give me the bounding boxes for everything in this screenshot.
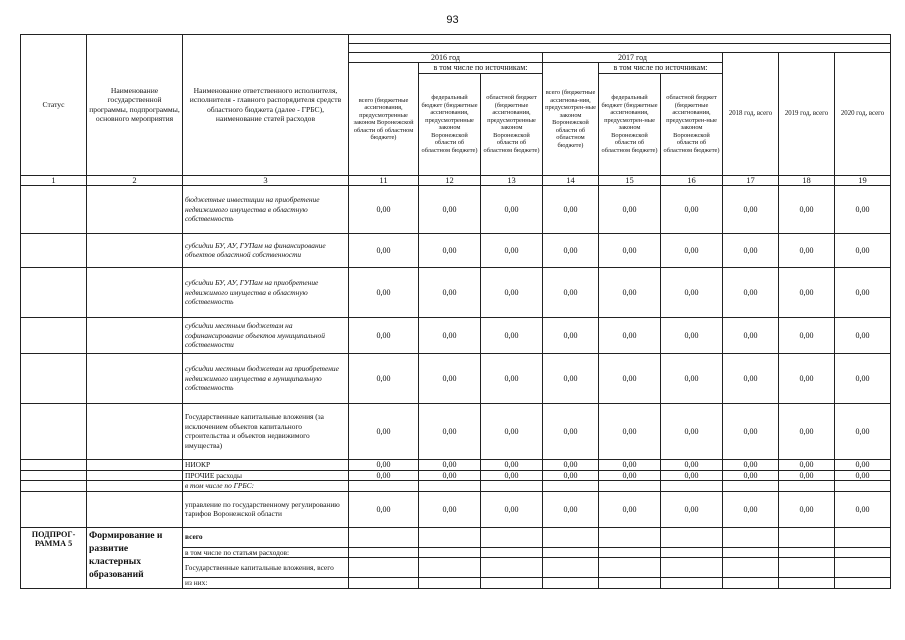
value-cell — [661, 547, 723, 558]
expense-item-name: управление по государственному регулированию тарифов Воронежской области — [183, 491, 349, 527]
value-cell — [543, 578, 599, 589]
value-cell — [543, 481, 599, 492]
program-cell — [87, 481, 183, 492]
value-cell — [779, 481, 835, 492]
value-cell: 0,00 — [599, 403, 661, 459]
subprogram-row — [21, 527, 891, 547]
value-cell: 0,00 — [349, 403, 419, 459]
value-cell: 0,00 — [419, 233, 481, 267]
value-cell — [723, 578, 779, 589]
value-cell: 0,00 — [599, 459, 661, 470]
table-row — [21, 491, 891, 527]
subprogram-status: ПОДПРОГ-РАММА 5 — [21, 527, 87, 588]
value-cell: 0,00 — [349, 317, 419, 353]
value-cell — [599, 527, 661, 547]
status-cell — [21, 267, 87, 317]
program-cell — [87, 185, 183, 233]
expense-item-name: Государственные капитальные вложения (за исключением объектов капитального строительства и объектов недвижимого имущества) — [183, 403, 349, 459]
subprogram-item-name: всего — [183, 527, 349, 547]
value-cell: 0,00 — [481, 267, 543, 317]
header-2016-federal: федеральный бюджет (бюджетные ассигнования, предусмотренные законом Воронежской области об областном бюджете) — [419, 73, 481, 175]
header-2018: 2018 год, всего — [723, 53, 779, 176]
value-cell: 0,00 — [481, 491, 543, 527]
table-row — [21, 233, 891, 267]
value-cell: 0,00 — [419, 353, 481, 403]
value-cell — [599, 547, 661, 558]
header-2017-federal: федеральный бюджет (бюджетные ассигнования, предусмотрен-ные законом Воронежской области об областном бюджете) — [599, 73, 661, 175]
status-cell — [21, 481, 87, 492]
value-cell: 0,00 — [349, 233, 419, 267]
column-number: 2 — [87, 175, 183, 185]
value-cell: 0,00 — [543, 403, 599, 459]
value-cell: 0,00 — [599, 470, 661, 481]
value-cell: 0,00 — [481, 317, 543, 353]
value-cell: 0,00 — [661, 459, 723, 470]
subprogram-item-name: Государственные капитальные вложения, всего — [183, 558, 349, 578]
value-cell: 0,00 — [723, 233, 779, 267]
value-cell — [723, 547, 779, 558]
value-cell: 0,00 — [419, 459, 481, 470]
status-cell — [21, 403, 87, 459]
table-row — [21, 267, 891, 317]
value-cell: 0,00 — [723, 459, 779, 470]
value-cell — [481, 527, 543, 547]
program-cell — [87, 353, 183, 403]
value-cell — [599, 578, 661, 589]
value-cell — [779, 558, 835, 578]
program-cell — [87, 233, 183, 267]
status-cell — [21, 491, 87, 527]
header-2016-total: всего (бюджетные ассигнования, предусмотренные законом Воронежской области об областном бюджете) — [349, 63, 419, 175]
table-row — [21, 459, 891, 470]
value-cell — [543, 558, 599, 578]
value-cell: 0,00 — [599, 317, 661, 353]
value-cell — [419, 558, 481, 578]
value-cell: 0,00 — [779, 403, 835, 459]
value-cell — [661, 481, 723, 492]
column-number: 16 — [661, 175, 723, 185]
value-cell: 0,00 — [835, 233, 891, 267]
value-cell — [481, 481, 543, 492]
value-cell: 0,00 — [661, 403, 723, 459]
value-cell: 0,00 — [779, 317, 835, 353]
value-cell: 0,00 — [419, 185, 481, 233]
budget-table — [20, 34, 891, 589]
value-cell: 0,00 — [419, 470, 481, 481]
column-number: 18 — [779, 175, 835, 185]
header-2019: 2019 год, всего — [779, 53, 835, 176]
value-cell: 0,00 — [543, 233, 599, 267]
value-cell — [835, 578, 891, 589]
value-cell — [835, 527, 891, 547]
value-cell: 0,00 — [419, 267, 481, 317]
value-cell — [835, 558, 891, 578]
value-cell: 0,00 — [349, 470, 419, 481]
value-cell — [723, 558, 779, 578]
value-cell — [419, 527, 481, 547]
value-cell: 0,00 — [779, 353, 835, 403]
header-executor: Наименование ответственного исполнителя, исполнителя - главного распорядителя средств областного бюджета (далее - ГРБС), наименование статей расходов — [183, 35, 349, 176]
header-spacer-top — [349, 35, 891, 44]
value-cell — [661, 527, 723, 547]
value-cell: 0,00 — [349, 267, 419, 317]
value-cell — [349, 527, 419, 547]
table-row — [21, 185, 891, 233]
value-cell: 0,00 — [723, 317, 779, 353]
value-cell — [723, 527, 779, 547]
header-2016-regional: областной бюджет (бюджетные ассигнования, предусмотренные законом Воронежской области об областном бюджете) — [481, 73, 543, 175]
value-cell: 0,00 — [349, 353, 419, 403]
value-cell — [599, 558, 661, 578]
header-2017-total: всего (бюджетные ассигнова-ния, предусмотрен-ные законом Воронежской области об областном бюджете) — [543, 63, 599, 175]
page-number: 93 — [446, 14, 459, 26]
value-cell — [723, 481, 779, 492]
value-cell: 0,00 — [661, 353, 723, 403]
value-cell: 0,00 — [349, 491, 419, 527]
expense-item-name: НИОКР — [183, 459, 349, 470]
value-cell: 0,00 — [599, 233, 661, 267]
value-cell — [481, 547, 543, 558]
value-cell: 0,00 — [723, 491, 779, 527]
header-year-2016: 2016 год — [349, 53, 543, 63]
column-number-row — [21, 175, 891, 185]
column-number: 13 — [481, 175, 543, 185]
value-cell — [349, 481, 419, 492]
value-cell — [349, 547, 419, 558]
value-cell: 0,00 — [481, 470, 543, 481]
column-number: 1 — [21, 175, 87, 185]
value-cell: 0,00 — [723, 403, 779, 459]
table-row — [21, 470, 891, 481]
header-status: Статус — [21, 35, 87, 176]
program-cell — [87, 491, 183, 527]
value-cell: 0,00 — [661, 267, 723, 317]
value-cell: 0,00 — [481, 459, 543, 470]
value-cell — [349, 578, 419, 589]
value-cell: 0,00 — [835, 353, 891, 403]
value-cell: 0,00 — [419, 317, 481, 353]
value-cell — [779, 578, 835, 589]
value-cell: 0,00 — [599, 491, 661, 527]
value-cell: 0,00 — [543, 470, 599, 481]
header-2020: 2020 год, всего — [835, 53, 891, 176]
column-number: 17 — [723, 175, 779, 185]
value-cell: 0,00 — [835, 491, 891, 527]
value-cell: 0,00 — [723, 185, 779, 233]
value-cell: 0,00 — [543, 459, 599, 470]
table-row — [21, 353, 891, 403]
value-cell: 0,00 — [419, 491, 481, 527]
value-cell: 0,00 — [661, 185, 723, 233]
program-cell — [87, 403, 183, 459]
value-cell: 0,00 — [835, 459, 891, 470]
value-cell: 0,00 — [543, 185, 599, 233]
value-cell — [543, 527, 599, 547]
value-cell: 0,00 — [835, 267, 891, 317]
value-cell: 0,00 — [779, 459, 835, 470]
value-cell: 0,00 — [661, 233, 723, 267]
column-number: 19 — [835, 175, 891, 185]
header-2017-sources: в том числе по источникам: — [599, 63, 723, 73]
value-cell — [835, 547, 891, 558]
value-cell — [419, 578, 481, 589]
table-row — [21, 317, 891, 353]
value-cell: 0,00 — [723, 267, 779, 317]
value-cell: 0,00 — [481, 353, 543, 403]
value-cell: 0,00 — [599, 267, 661, 317]
value-cell: 0,00 — [599, 353, 661, 403]
value-cell: 0,00 — [835, 403, 891, 459]
expense-item-name: ПРОЧИЕ расходы — [183, 470, 349, 481]
value-cell: 0,00 — [543, 491, 599, 527]
subprogram-title: Формирование и развитие кластерных образований — [87, 527, 183, 588]
value-cell: 0,00 — [779, 233, 835, 267]
value-cell — [661, 578, 723, 589]
value-cell — [779, 547, 835, 558]
value-cell — [481, 578, 543, 589]
value-cell: 0,00 — [481, 185, 543, 233]
program-cell — [87, 267, 183, 317]
value-cell: 0,00 — [779, 491, 835, 527]
status-cell — [21, 459, 87, 470]
value-cell: 0,00 — [835, 317, 891, 353]
value-cell: 0,00 — [481, 403, 543, 459]
value-cell — [349, 558, 419, 578]
value-cell: 0,00 — [779, 267, 835, 317]
table-row — [21, 403, 891, 459]
value-cell: 0,00 — [835, 470, 891, 481]
expense-item-name: в том числе по ГРБС: — [183, 481, 349, 492]
value-cell — [419, 481, 481, 492]
value-cell — [779, 527, 835, 547]
program-cell — [87, 317, 183, 353]
program-cell — [87, 459, 183, 470]
column-number: 11 — [349, 175, 419, 185]
value-cell: 0,00 — [661, 470, 723, 481]
column-number: 15 — [599, 175, 661, 185]
status-cell — [21, 185, 87, 233]
expense-item-name: субсидии местным бюджетам на софинансирование объектов муниципальной собственности — [183, 317, 349, 353]
table-row — [21, 481, 891, 492]
status-cell — [21, 470, 87, 481]
header-2017-regional: областной бюджет (бюджетные ассигнования, предусмотрен-ные законом Воронежской области об областном бюджете) — [661, 73, 723, 175]
status-cell — [21, 233, 87, 267]
value-cell — [543, 547, 599, 558]
subprogram-item-name: из них: — [183, 578, 349, 589]
value-cell: 0,00 — [481, 233, 543, 267]
value-cell: 0,00 — [543, 267, 599, 317]
value-cell: 0,00 — [661, 491, 723, 527]
expense-item-name: субсидии БУ, АУ, ГУПам на приобретение недвижимого имущества в областную собственность — [183, 267, 349, 317]
header-2016-sources: в том числе по источникам: — [419, 63, 543, 73]
value-cell — [835, 481, 891, 492]
value-cell — [661, 558, 723, 578]
value-cell: 0,00 — [723, 470, 779, 481]
value-cell — [419, 547, 481, 558]
expense-item-name: бюджетные инвестиции на приобретение недвижимого имущества в областную собственность — [183, 185, 349, 233]
expense-item-name: субсидии БУ, АУ, ГУПам на финансирование объектов областной собственности — [183, 233, 349, 267]
header-year-2017: 2017 год — [543, 53, 723, 63]
value-cell: 0,00 — [835, 185, 891, 233]
subprogram-item-name: в том числе по статьям расходов: — [183, 547, 349, 558]
value-cell: 0,00 — [349, 185, 419, 233]
header-program: Наименование государственной программы, подпрограммы, основного мероприятия — [87, 35, 183, 176]
value-cell: 0,00 — [661, 317, 723, 353]
value-cell: 0,00 — [349, 459, 419, 470]
value-cell: 0,00 — [599, 185, 661, 233]
status-cell — [21, 353, 87, 403]
value-cell: 0,00 — [779, 470, 835, 481]
header-spacer-mid — [349, 44, 891, 53]
status-cell — [21, 317, 87, 353]
value-cell: 0,00 — [779, 185, 835, 233]
value-cell — [481, 558, 543, 578]
expense-item-name: субсидии местным бюджетам на приобретение недвижимого имущества в муниципальную собственность — [183, 353, 349, 403]
value-cell: 0,00 — [723, 353, 779, 403]
program-cell — [87, 470, 183, 481]
value-cell — [599, 481, 661, 492]
value-cell: 0,00 — [543, 317, 599, 353]
column-number: 12 — [419, 175, 481, 185]
value-cell: 0,00 — [419, 403, 481, 459]
column-number: 14 — [543, 175, 599, 185]
column-number: 3 — [183, 175, 349, 185]
value-cell: 0,00 — [543, 353, 599, 403]
